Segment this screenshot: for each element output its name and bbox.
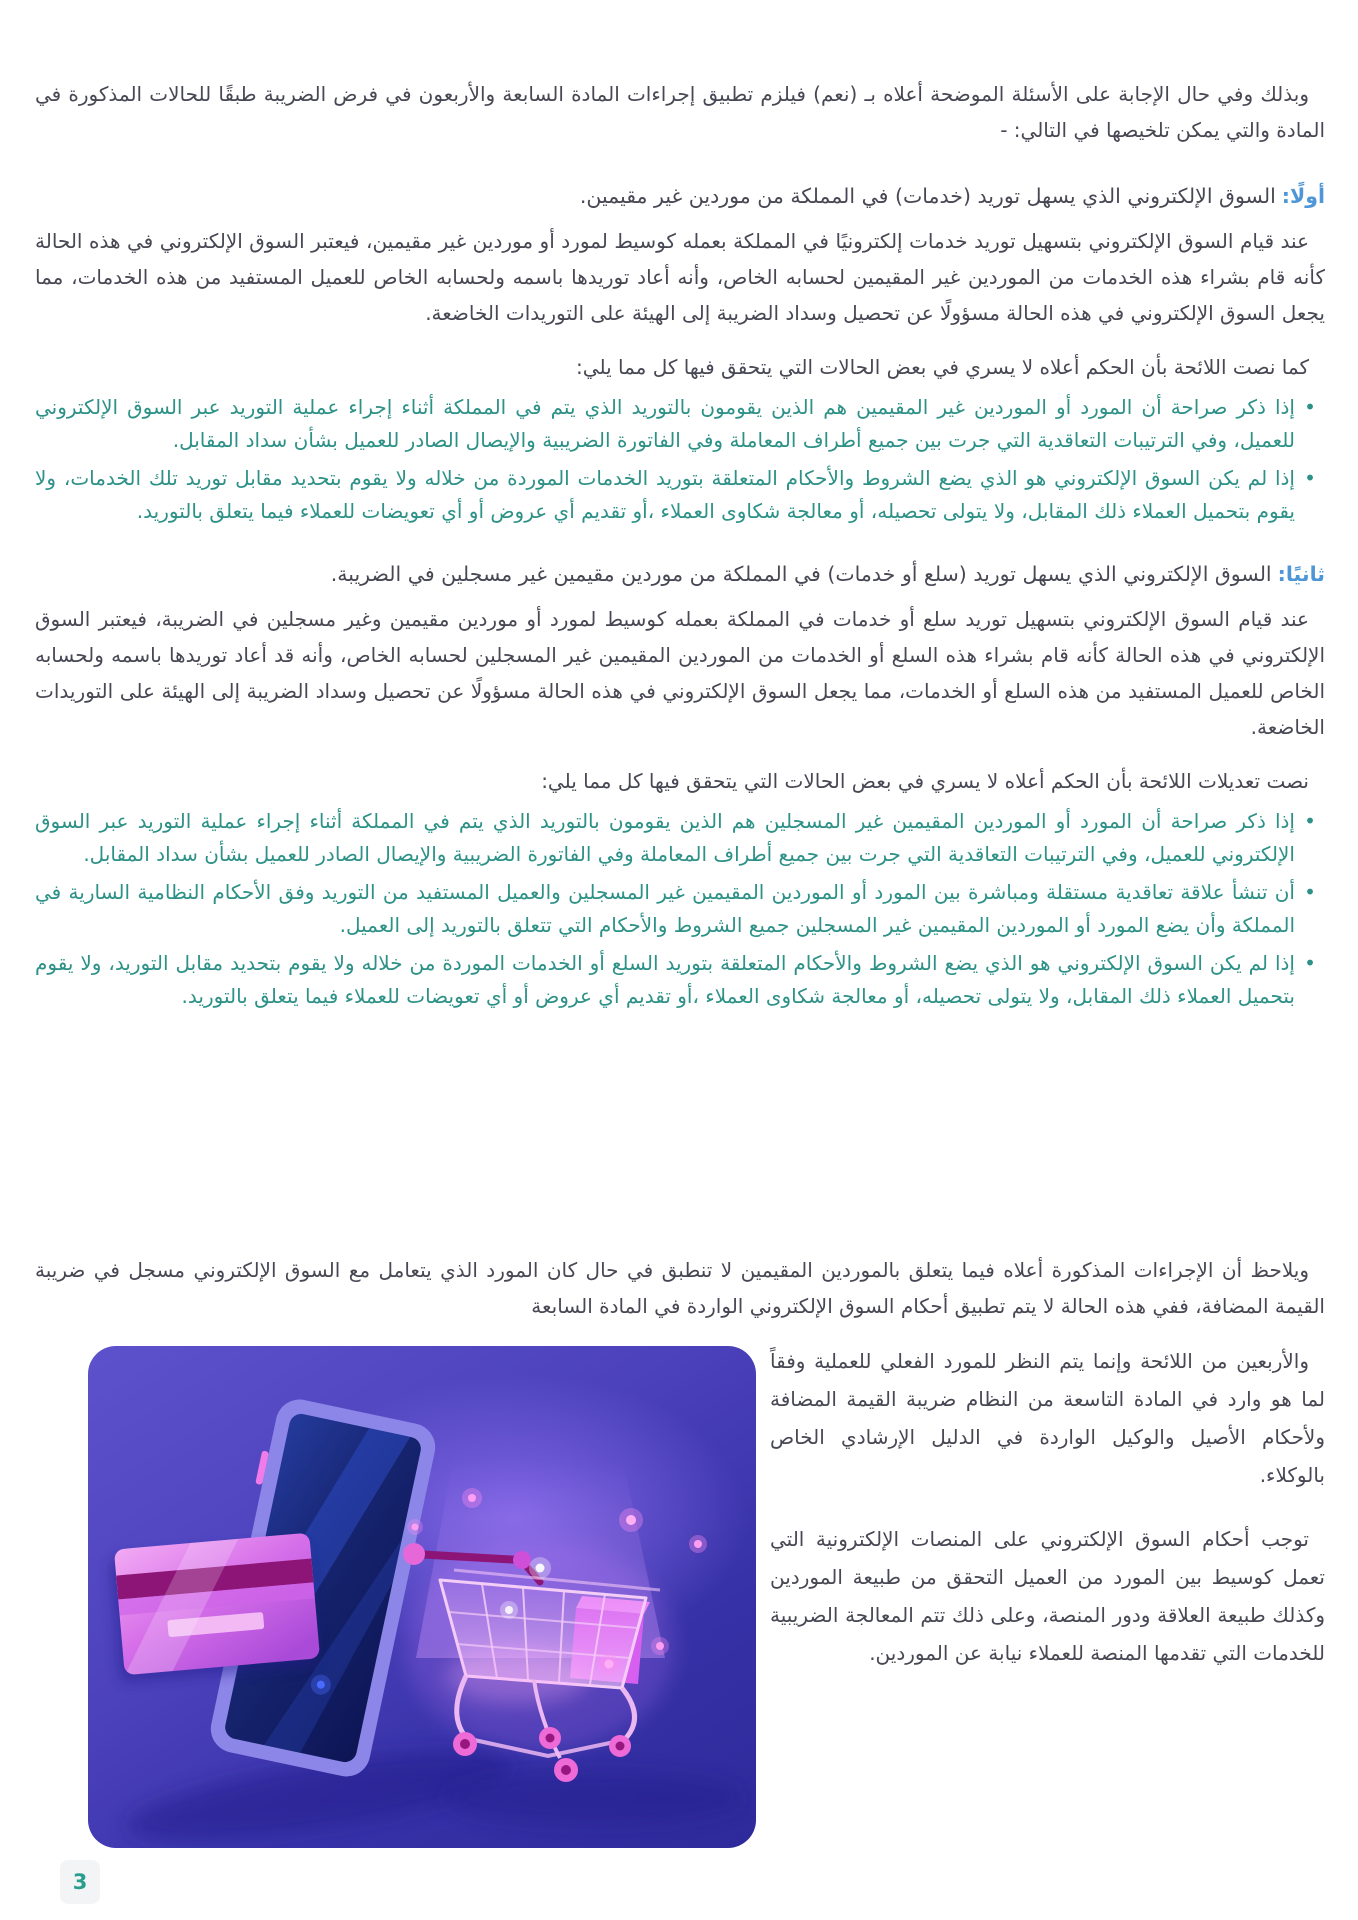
bullet-dot-icon: •: [1304, 466, 1316, 490]
bullet-text: إذا لم يكن السوق الإلكتروني هو الذي يضع الشروط والأحكام المتعلقة بتوريد الخدمات الموردة من خلاله ولا يقوم بتحديد مقابل توريد تلك الخدمات، ولا يقوم بتحميل العملاء ذلك المقابل، ولا يتولى تحصيله، أو معالجة شكاوى العملاء ،أو تقديم أي عروض أو أي تعويضات للعملاء فيما يتعلق بالتوريد.: [35, 466, 1295, 523]
note-and-illustration-section: [35, 1252, 1325, 1848]
ecommerce-illustration: [88, 1346, 756, 1848]
section-one-label: أولًا:: [1281, 184, 1325, 208]
list-item: [35, 462, 1325, 528]
bullet-dot-icon: •: [1304, 880, 1316, 904]
note-paragraph-part1: ويلاحظ أن الإجراءات المذكورة أعلاه فيما يتعلق بالموردين المقيمين لا تنطبق في حال كان المورد الذي يتعامل مع السوق الإلكتروني مسجل في ضريبة القيمة المضافة، ففي هذه الحالة لا يتم تطبيق أحكام السوق الإلكتروني الواردة في المادة السابعة: [35, 1258, 1325, 1318]
page-number: 3: [60, 1860, 100, 1904]
bullet-text: إذا ذكر صراحة أن المورد أو الموردين المقيمين غير المسجلين هم الذين يقومون بالتوريد الذي يتم في المملكة أثناء إجراء عملية التوريد عبر السوق الإلكتروني للعميل، وفي الترتيبات التعاقدية التي جرت بين جميع أطراف المعاملة وفي الفاتورة الضريبية والإيصال الصادر للعميل بشأن سداد المقابل.: [35, 809, 1295, 866]
section-one-body: عند قيام السوق الإلكتروني بتسهيل توريد خدمات إلكترونيًا في المملكة بعمله كوسيط لمورد أو موردين غير مقيمين، فيعتبر السوق الإلكتروني في هذه الحالة كأنه قام بشراء هذه الخدمات من الموردين غير المقيمين لحسابه الخاص، وأنه أعاد توريدها باسمه ولحسابه الخاص للعميل المستفيد من هذه الخدمات، مما يجعل السوق الإلكتروني في هذه الحالة مسؤولًا عن تحصيل وسداد الضريبة إلى الهيئة على التوريدات الخاضعة.: [35, 229, 1325, 325]
bullet-dot-icon: •: [1304, 395, 1316, 419]
list-item: [35, 805, 1325, 871]
section-one-exceptions-lead: كما نصت اللائحة بأن الحكم أعلاه لا يسري في بعض الحالات التي يتحقق فيها كل مما يلي:: [576, 355, 1309, 379]
section-two-heading: [35, 556, 1325, 593]
ecommerce-illustration-graphic: [88, 1346, 756, 1848]
bullet-dot-icon: •: [1304, 809, 1316, 833]
bullet-text: أن تنشأ علاقة تعاقدية مستقلة ومباشرة بين المورد أو الموردين المقيمين غير المسجلين والعميل المستفيد من التوريد وفق الأحكام النظامية السارية في المملكة وأن يضع المورد أو الموردين المقيمين غير المسجلين جميع الشروط والأحكام التي تتعلق بالتوريد إلى العميل.: [35, 880, 1295, 937]
platforms-paragraph: توجب أحكام السوق الإلكتروني على المنصات الإلكترونية التي تعمل كوسيط بين المورد من العميل التحقق من طبيعة الموردين وكذلك طبيعة العلاقة ودور المنصة، وعلى ذلك تتم المعالجة الضريبية للخدمات التي تقدمها المنصة للعملاء نيابة عن الموردين.: [770, 1527, 1325, 1665]
section-one-heading: [35, 178, 1325, 215]
section-two-label: ثانيًا:: [1277, 562, 1325, 586]
intro-paragraph: وبذلك وفي حال الإجابة على الأسئلة الموضحة أعلاه بـ (نعم) فيلزم تطبيق إجراءات المادة السابعة والأربعون في فرض الضريبة طبقًا للحالات المذكورة في المادة والتي يمكن تلخيصها في التالي: -: [35, 82, 1325, 142]
note-paragraph-part2: والأربعين من اللائحة وإنما يتم النظر للمورد الفعلي للعملية وفقاً لما هو وارد في المادة التاسعة من النظام ضريبة القيمة المضافة ولأحكام الأصيل والوكيل الواردة في الدليل الإرشادي الخاص بالوكلاء.: [770, 1349, 1325, 1487]
bullet-text: إذا ذكر صراحة أن المورد أو الموردين غير المقيمين هم الذين يقومون بالتوريد الذي يتم في المملكة أثناء إجراء عملية التوريد عبر السوق الإلكتروني للعميل، وفي الترتيبات التعاقدية التي جرت بين جميع أطراف المعاملة وفي الفاتورة الضريبية والإيصال الصادر للعميل بشأن سداد المقابل.: [35, 395, 1295, 452]
cart-shadow: [443, 1772, 743, 1824]
section-two-bullet-list: [35, 805, 1325, 1013]
section-two-body: عند قيام السوق الإلكتروني بتسهيل توريد سلع أو خدمات في المملكة بعمله كوسيط لمورد أو موردين مقيمين وغير مسجلين في الضريبة، فيعتبر السوق الإلكتروني في هذه الحالة كأنه قام بشراء هذه السلع أو الخدمات من الموردين المقيمين غير المسجلين لحسابه الخاص، وأنه قد أعاد توريدها باسمه ولحسابه الخاص للعميل المستفيد من هذه السلع أو الخدمات، مما يجعل السوق الإلكتروني في هذه الحالة مسؤولًا عن تحصيل وسداد الضريبة إلى الهيئة على التوريدات الخاضعة.: [35, 607, 1325, 739]
bullet-dot-icon: •: [1304, 951, 1316, 975]
section-two-exceptions-lead: نصت تعديلات اللائحة بأن الحكم أعلاه لا يسري في بعض الحالات التي يتحقق فيها كل مما يلي:: [541, 769, 1309, 793]
section-two-title: السوق الإلكتروني الذي يسهل توريد (سلع أو خدمات) في المملكة من موردين مقيمين غير مسجلين في الضريبة.: [330, 562, 1272, 586]
credit-card-icon: [108, 1533, 321, 1684]
list-item: [35, 876, 1325, 942]
section-one-title: السوق الإلكتروني الذي يسهل توريد (خدمات) في المملكة من موردين غير مقيمين.: [579, 184, 1276, 208]
bullet-text: إذا لم يكن السوق الإلكتروني هو الذي يضع الشروط والأحكام المتعلقة بتوريد السلع أو الخدمات الموردة من خلاله ولا يقوم بتحديد مقابل التوريد، ولا يقوم بتحميل العملاء ذلك المقابل، ولا يتولى تحصيله، أو معالجة شكاوى العملاء ،أو تقديم أي عروض أو أي تعويضات للعملاء فيما يتعلق بالتوريد.: [35, 951, 1295, 1008]
list-item: [35, 947, 1325, 1013]
list-item: [35, 391, 1325, 457]
section-one-bullet-list: [35, 391, 1325, 528]
